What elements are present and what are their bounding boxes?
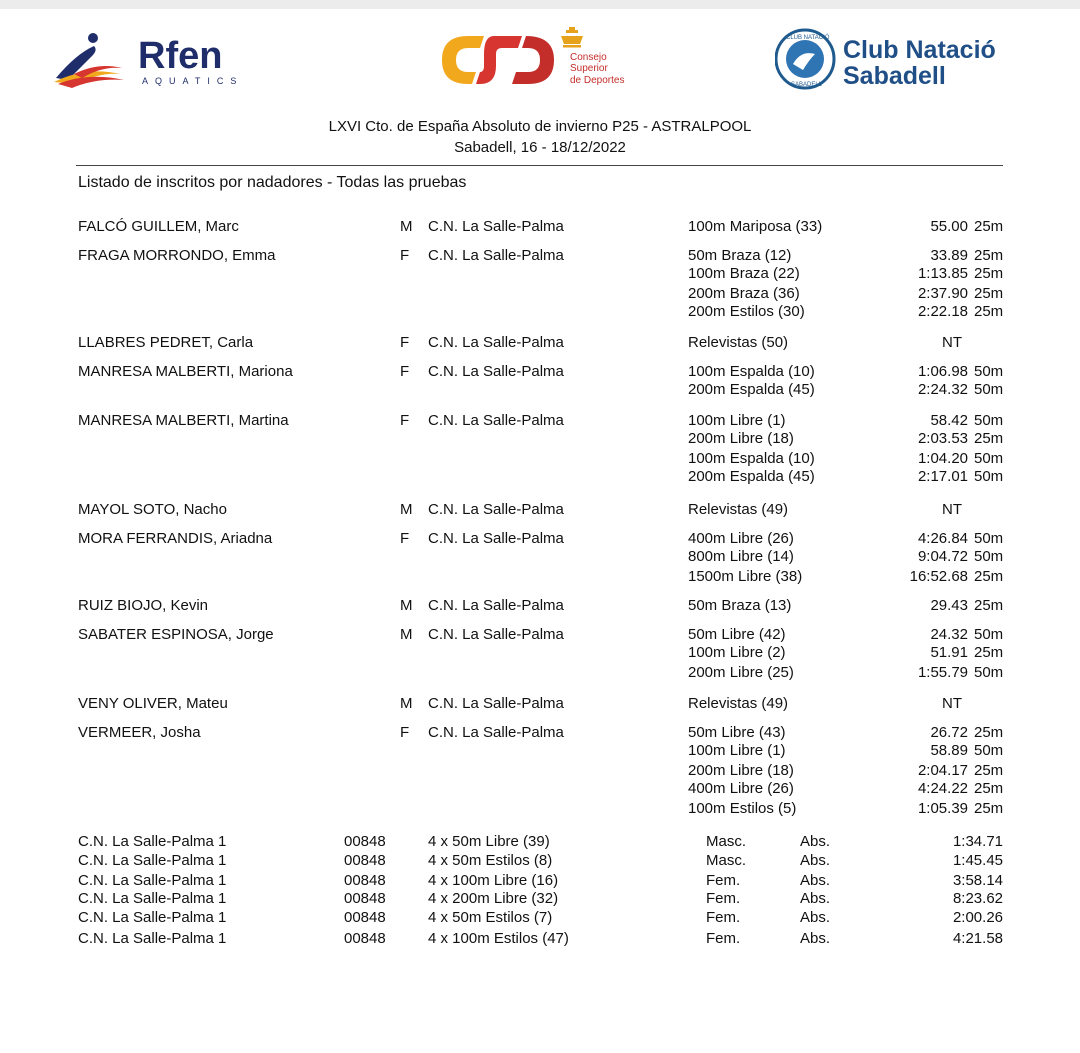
csd-line3: de Deportes bbox=[570, 75, 625, 86]
pool-length: 25m bbox=[974, 800, 1004, 817]
relay-time: 1:34.71 bbox=[952, 833, 1003, 850]
swimmer-name: RUIZ BIOJO, Kevin bbox=[78, 597, 209, 614]
swimmer-club: C.N. La Salle-Palma bbox=[428, 501, 564, 518]
relay-event: 4 x 100m Libre (16) bbox=[428, 872, 559, 889]
entry-time: 26.72 bbox=[930, 724, 968, 741]
relay-team: C.N. La Salle-Palma 1 bbox=[78, 909, 227, 926]
event-name: 200m Braza (36) bbox=[688, 285, 800, 302]
event-name: 200m Libre (25) bbox=[688, 664, 794, 681]
relay-time: 1:45.45 bbox=[952, 852, 1003, 869]
swimmer-sex: F bbox=[400, 363, 410, 380]
relay-category: Abs. bbox=[800, 930, 831, 947]
relay-event: 4 x 100m Estilos (47) bbox=[428, 930, 569, 947]
relay-gender: Fem. bbox=[706, 909, 741, 926]
event-name: 200m Libre (18) bbox=[688, 762, 794, 779]
entry-time: 33.89 bbox=[930, 247, 968, 264]
pool-length: 50m bbox=[974, 548, 1004, 565]
entry-time: 4:26.84 bbox=[917, 530, 968, 547]
championship-title: LXVI Cto. de España Absoluto de invierno P25 - ASTRALPOOL bbox=[328, 118, 752, 135]
relay-event: 4 x 50m Estilos (8) bbox=[428, 852, 553, 869]
pool-length: 25m bbox=[974, 265, 1004, 282]
swimmer-club: C.N. La Salle-Palma bbox=[428, 695, 564, 712]
relay-time: 3:58.14 bbox=[952, 872, 1003, 889]
entry-time: NT bbox=[942, 334, 962, 351]
entry-time: 1:55.79 bbox=[917, 664, 968, 681]
event-name: 200m Espalda (45) bbox=[688, 381, 815, 398]
event-name: 100m Mariposa (33) bbox=[688, 218, 823, 235]
pool-length: 50m bbox=[974, 412, 1004, 429]
relay-gender: Masc. bbox=[706, 833, 747, 850]
swimmer-name: MANRESA MALBERTI, Martina bbox=[78, 412, 289, 429]
swimmer-name: LLABRES PEDRET, Carla bbox=[78, 334, 254, 351]
cns-seal-bottom: SABADELL bbox=[791, 82, 823, 88]
cns-line2: Sabadell bbox=[843, 62, 946, 90]
event-name: Relevistas (49) bbox=[688, 501, 789, 518]
swimmer-name: VERMEER, Josha bbox=[78, 724, 201, 741]
relay-time: 8:23.62 bbox=[952, 890, 1003, 907]
relay-code: 00848 bbox=[344, 909, 386, 926]
header-divider bbox=[76, 165, 1003, 166]
csd-line1: Consejo bbox=[570, 52, 607, 63]
pool-length: 25m bbox=[974, 597, 1004, 614]
event-name: Relevistas (49) bbox=[688, 695, 789, 712]
rfen-logo bbox=[46, 26, 261, 92]
swimmer-name: VENY OLIVER, Mateu bbox=[78, 695, 228, 712]
event-name: 800m Libre (14) bbox=[688, 548, 794, 565]
relay-code: 00848 bbox=[344, 872, 386, 889]
relay-event: 4 x 50m Libre (39) bbox=[428, 833, 550, 850]
swimmer-sex: F bbox=[400, 724, 410, 741]
relay-code: 00848 bbox=[344, 930, 386, 947]
swimmer-club: C.N. La Salle-Palma bbox=[428, 334, 564, 351]
relay-code: 00848 bbox=[344, 852, 386, 869]
pool-length: 25m bbox=[974, 780, 1004, 797]
swimmer-club: C.N. La Salle-Palma bbox=[428, 530, 564, 547]
swimmer-club: C.N. La Salle-Palma bbox=[428, 412, 564, 429]
swimmer-club: C.N. La Salle-Palma bbox=[428, 626, 564, 643]
cns-logo bbox=[775, 26, 1035, 92]
pool-length: 25m bbox=[974, 644, 1004, 661]
event-name: 100m Estilos (5) bbox=[688, 800, 797, 817]
pool-length: 50m bbox=[974, 742, 1004, 759]
swimmer-name: FALCÓ GUILLEM, Marc bbox=[78, 218, 239, 235]
swimmer-club: C.N. La Salle-Palma bbox=[428, 218, 564, 235]
relay-team: C.N. La Salle-Palma 1 bbox=[78, 890, 227, 907]
swimmer-club: C.N. La Salle-Palma bbox=[428, 724, 564, 741]
pool-length: 25m bbox=[974, 247, 1004, 264]
event-name: 200m Libre (18) bbox=[688, 430, 794, 447]
entry-time: 51.91 bbox=[930, 644, 968, 661]
swimmer-sex: M bbox=[400, 597, 413, 614]
entry-time: 16:52.68 bbox=[909, 568, 968, 585]
event-name: 50m Libre (42) bbox=[688, 626, 786, 643]
swimmer-club: C.N. La Salle-Palma bbox=[428, 247, 564, 264]
event-name: 100m Libre (2) bbox=[688, 644, 786, 661]
event-name: 100m Libre (1) bbox=[688, 742, 786, 759]
entry-time: 2:03.53 bbox=[917, 430, 968, 447]
pool-length: 25m bbox=[974, 762, 1004, 779]
relay-gender: Masc. bbox=[706, 852, 747, 869]
entry-time: 2:04.17 bbox=[917, 762, 968, 779]
relay-team: C.N. La Salle-Palma 1 bbox=[78, 930, 227, 947]
pool-length: 50m bbox=[974, 363, 1004, 380]
relay-time: 2:00.26 bbox=[952, 909, 1003, 926]
swimmer-sex: F bbox=[400, 530, 410, 547]
entry-time: 58.89 bbox=[930, 742, 968, 759]
relay-code: 00848 bbox=[344, 890, 386, 907]
event-name: 200m Estilos (30) bbox=[688, 303, 805, 320]
cns-line1: Club Natació bbox=[843, 36, 996, 64]
csd-line2: Superior bbox=[570, 63, 608, 74]
event-name: 400m Libre (26) bbox=[688, 780, 794, 797]
relay-category: Abs. bbox=[800, 852, 831, 869]
relay-code: 00848 bbox=[344, 833, 386, 850]
event-name: Relevistas (50) bbox=[688, 334, 789, 351]
relay-gender: Fem. bbox=[706, 872, 741, 889]
swimmer-sex: M bbox=[400, 501, 413, 518]
swimmer-club: C.N. La Salle-Palma bbox=[428, 597, 564, 614]
relay-time: 4:21.58 bbox=[952, 930, 1003, 947]
event-name: 100m Espalda (10) bbox=[688, 450, 815, 467]
pool-length: 50m bbox=[974, 530, 1004, 547]
entry-time: 2:17.01 bbox=[917, 468, 968, 485]
entry-time: 24.32 bbox=[930, 626, 968, 643]
pool-length: 50m bbox=[974, 468, 1004, 485]
event-name: 50m Braza (13) bbox=[688, 597, 792, 614]
list-subtitle: Listado de inscritos por nadadores - Todas las pruebas bbox=[78, 174, 467, 191]
entry-time: 1:06.98 bbox=[917, 363, 968, 380]
swimmer-name: SABATER ESPINOSA, Jorge bbox=[78, 626, 274, 643]
relay-team: C.N. La Salle-Palma 1 bbox=[78, 833, 227, 850]
swimmer-name: MAYOL SOTO, Nacho bbox=[78, 501, 227, 518]
relay-category: Abs. bbox=[800, 890, 831, 907]
event-name: 100m Libre (1) bbox=[688, 412, 786, 429]
entry-time: 2:37.90 bbox=[917, 285, 968, 302]
rfen-wordmark: Rfen bbox=[138, 35, 223, 77]
swimmer-name: MANRESA MALBERTI, Mariona bbox=[78, 363, 293, 380]
pool-length: 50m bbox=[974, 450, 1004, 467]
event-name: 100m Braza (22) bbox=[688, 265, 800, 282]
pool-length: 50m bbox=[974, 381, 1004, 398]
event-name: 200m Espalda (45) bbox=[688, 468, 815, 485]
swimmer-sex: M bbox=[400, 626, 413, 643]
entry-time: 1:05.39 bbox=[917, 800, 968, 817]
pool-length: 50m bbox=[974, 626, 1004, 643]
entry-time: 58.42 bbox=[930, 412, 968, 429]
entry-time: NT bbox=[942, 501, 962, 518]
pool-length: 25m bbox=[974, 430, 1004, 447]
entry-time: NT bbox=[942, 695, 962, 712]
csd-logo bbox=[436, 26, 651, 92]
cns-seal-top: CLUB NATACIÓ bbox=[786, 35, 830, 41]
entry-time: 1:04.20 bbox=[917, 450, 968, 467]
swimmer-sex: M bbox=[400, 218, 413, 235]
event-name: 50m Libre (43) bbox=[688, 724, 786, 741]
pool-length: 25m bbox=[974, 568, 1004, 585]
entry-time: 9:04.72 bbox=[917, 548, 968, 565]
entry-time: 4:24.22 bbox=[917, 780, 968, 797]
event-name: 400m Libre (26) bbox=[688, 530, 794, 547]
event-name: 100m Espalda (10) bbox=[688, 363, 815, 380]
swimmer-sex: M bbox=[400, 695, 413, 712]
relay-event: 4 x 50m Estilos (7) bbox=[428, 909, 553, 926]
pool-length: 25m bbox=[974, 724, 1004, 741]
swimmer-name: FRAGA MORRONDO, Emma bbox=[78, 247, 276, 264]
championship-date-place: Sabadell, 16 - 18/12/2022 bbox=[454, 139, 626, 156]
event-name: 1500m Libre (38) bbox=[688, 568, 803, 585]
entry-time: 55.00 bbox=[930, 218, 968, 235]
relay-category: Abs. bbox=[800, 833, 831, 850]
relay-gender: Fem. bbox=[706, 890, 741, 907]
entry-time: 2:24.32 bbox=[917, 381, 968, 398]
swimmer-name: MORA FERRANDIS, Ariadna bbox=[78, 530, 273, 547]
swimmer-sex: F bbox=[400, 334, 410, 351]
pool-length: 25m bbox=[974, 218, 1004, 235]
relay-team: C.N. La Salle-Palma 1 bbox=[78, 872, 227, 889]
pool-length: 50m bbox=[974, 664, 1004, 681]
relay-category: Abs. bbox=[800, 909, 831, 926]
relay-gender: Fem. bbox=[706, 930, 741, 947]
event-name: 50m Braza (12) bbox=[688, 247, 792, 264]
entry-time: 1:13.85 bbox=[917, 265, 968, 282]
relay-category: Abs. bbox=[800, 872, 831, 889]
top-bar bbox=[0, 0, 1080, 9]
swimmer-sex: F bbox=[400, 412, 410, 429]
swimmer-sex: F bbox=[400, 247, 410, 264]
swimmer-club: C.N. La Salle-Palma bbox=[428, 363, 564, 380]
rfen-subtitle: AQUATICS bbox=[142, 76, 244, 86]
entry-time: 2:22.18 bbox=[917, 303, 968, 320]
relay-team: C.N. La Salle-Palma 1 bbox=[78, 852, 227, 869]
entry-time: 29.43 bbox=[930, 597, 968, 614]
relay-event: 4 x 200m Libre (32) bbox=[428, 890, 559, 907]
pool-length: 25m bbox=[974, 285, 1004, 302]
pool-length: 25m bbox=[974, 303, 1004, 320]
